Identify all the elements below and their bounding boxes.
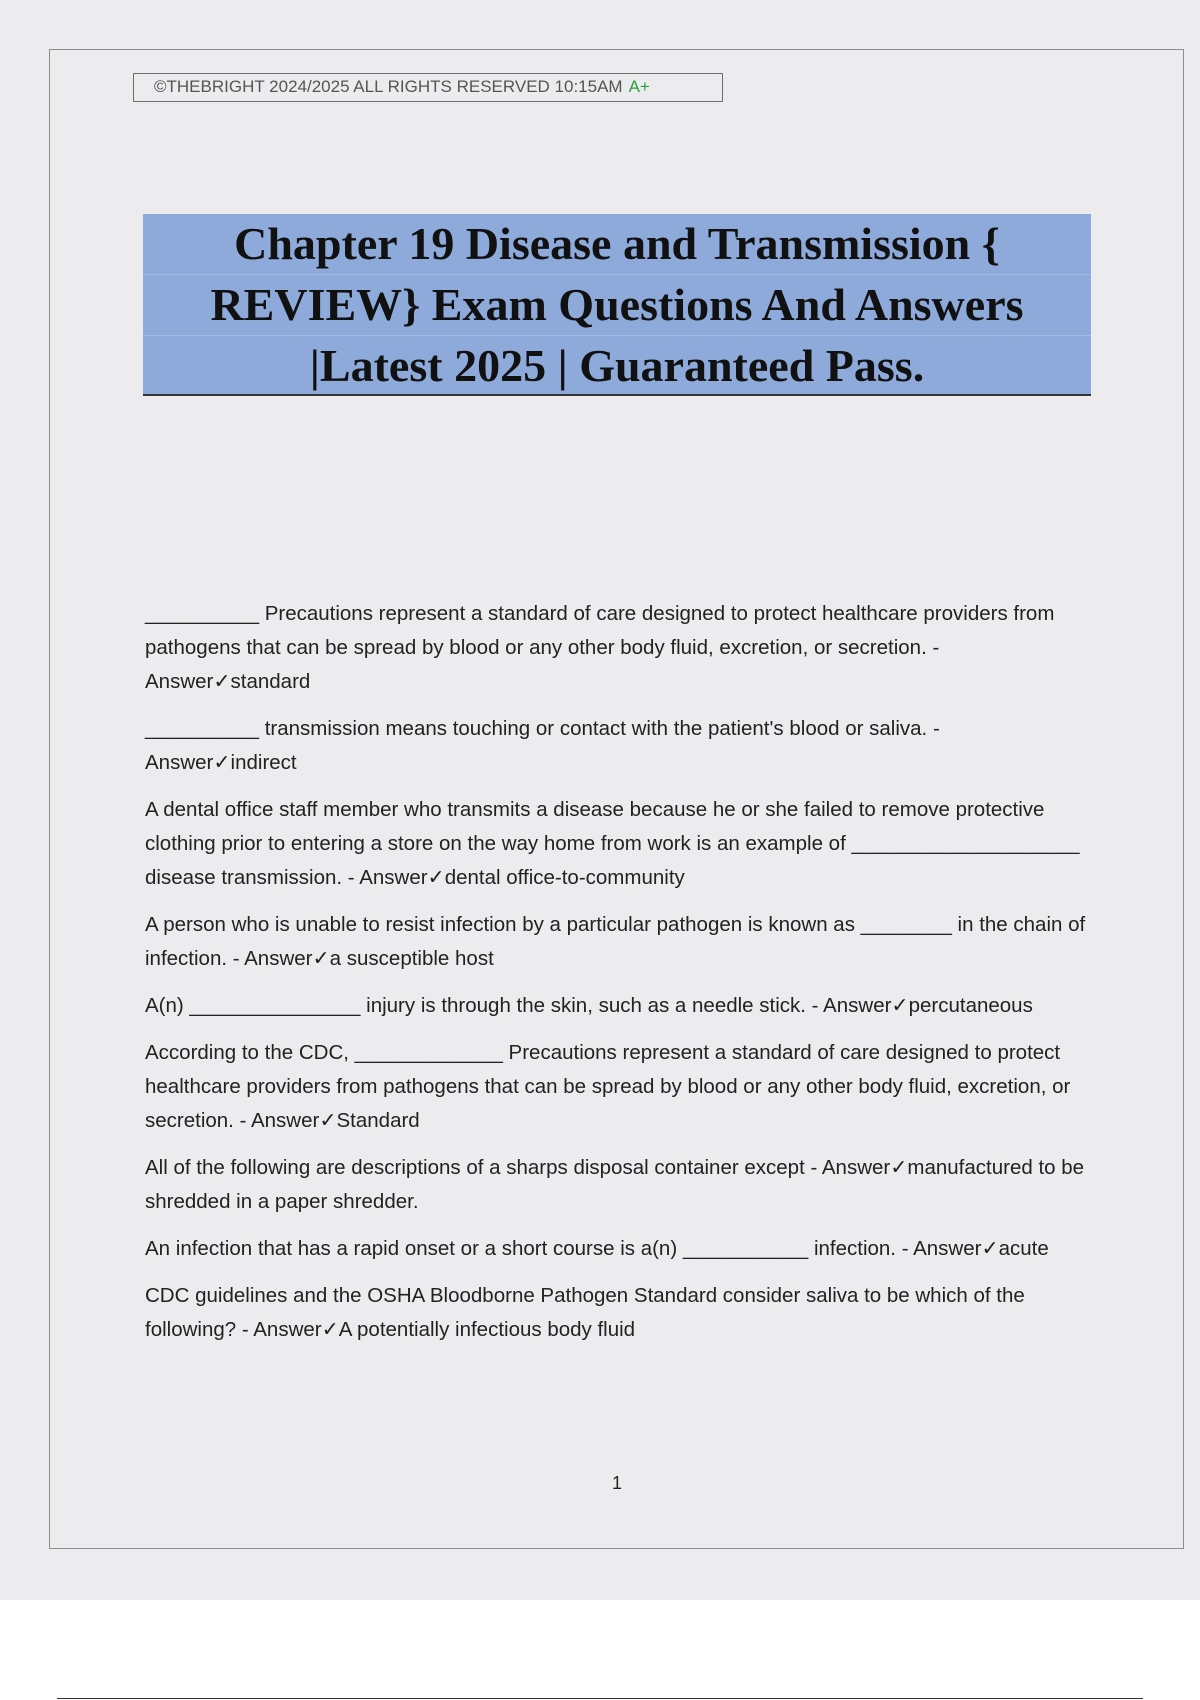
qa-item: __________ transmission means touching or contact with the patient's blood or saliva. - Answer✓indirect xyxy=(145,717,940,774)
title-line: REVIEW} Exam Questions And Answers xyxy=(143,275,1091,336)
question-answer-list xyxy=(145,597,1090,1360)
title-line: Chapter 19 Disease and Transmission { xyxy=(143,214,1091,275)
qa-item: A(n) _______________ injury is through the skin, such as a needle stick. - Answer✓percutaneous xyxy=(145,994,1033,1017)
qa-item: A dental office staff member who transmits a disease because he or she failed to remove protective clothing prior to entering a store on the way home from work is an example of ____________________ disease transmission. - Answer✓dental office-to-community xyxy=(145,798,1080,889)
copyright-header xyxy=(133,73,723,102)
qa-item: According to the CDC, _____________ Precautions represent a standard of care designed to protect healthcare providers from pathogens that can be spread by blood or any other body fluid, excretion, or secretion. - Answer✓Standard xyxy=(145,1041,1071,1132)
qa-item: An infection that has a rapid onset or a short course is a(n) ___________ infection. - Answer✓acute xyxy=(145,1237,1049,1260)
copyright-text: ©THEBRIGHT 2024/2025 ALL RIGHTS RESERVED 10:15AM xyxy=(154,77,623,96)
page-number: 1 xyxy=(611,1473,622,1493)
qa-item: CDC guidelines and the OSHA Bloodborne Pathogen Standard consider saliva to be which of the following? - Answer✓A potentially infectious body fluid xyxy=(145,1284,1025,1341)
qa-item: __________ Precautions represent a standard of care designed to protect healthcare providers from pathogens that can be spread by blood or any other body fluid, excretion, or secretion. - Answer✓standard xyxy=(145,602,1055,693)
qa-item: All of the following are descriptions of a sharps disposal container except - Answer✓manufactured to be shredded in a paper shredder. xyxy=(145,1156,1085,1213)
qa-item: A person who is unable to resist infection by a particular pathogen is known as ________ in the chain of infection. - Answer✓a susceptible host xyxy=(145,913,1086,970)
grade-badge: A+ xyxy=(628,77,650,96)
document-title xyxy=(143,214,1091,396)
footer-divider xyxy=(57,1698,1143,1699)
title-line: |Latest 2025 | Guaranteed Pass. xyxy=(309,340,925,391)
